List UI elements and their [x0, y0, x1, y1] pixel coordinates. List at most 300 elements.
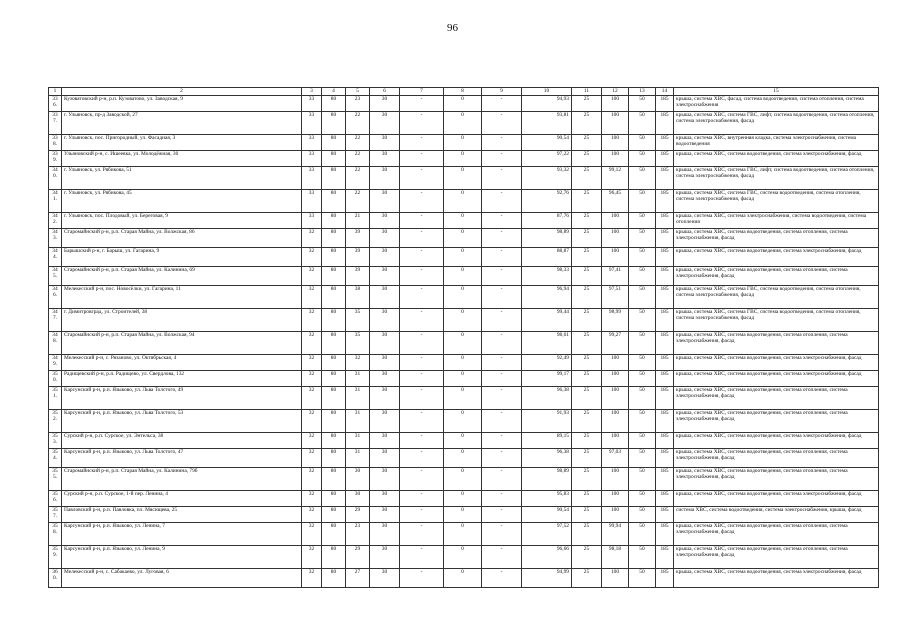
value-cell: 25 — [572, 248, 602, 267]
value-cell: - — [482, 468, 522, 491]
value-cell: 0 — [444, 546, 482, 569]
row-number: 342. — [49, 213, 62, 229]
value-cell: 98,61 — [522, 332, 572, 355]
value-cell: 98,99 — [602, 309, 629, 332]
value-cell: - — [482, 213, 522, 229]
value-cell: 39 — [346, 267, 370, 286]
table-row — [49, 491, 879, 507]
housing-registry-table — [48, 87, 879, 588]
value-cell: 80 — [322, 112, 346, 135]
row-number: 341. — [49, 190, 62, 213]
value-cell: - — [400, 491, 444, 507]
value-cell: 80 — [322, 151, 346, 167]
value-cell: 185 — [656, 213, 674, 229]
row-number: 360. — [49, 569, 62, 588]
value-cell: 0 — [444, 410, 482, 433]
address-cell: г. Ульяновск, ул. Рябикова, 45 — [62, 190, 302, 213]
value-cell: 92,49 — [522, 355, 572, 371]
address-cell: Старомайнский р-н, р.п. Старая Майна, ул. Волжская, 86 — [62, 229, 302, 248]
column-header: 10 — [522, 88, 572, 96]
works-list-cell: крыша, система ХВС, система ГВС, лифт, система водоотведения, система отопления, система электроснабжения, фасад — [674, 167, 879, 190]
works-list-cell: крыша, система ХВС, система водоотведения, система отопления, система электроснабжения, фасад — [674, 449, 879, 468]
value-cell: 50 — [629, 135, 656, 151]
value-cell: - — [400, 229, 444, 248]
value-cell: - — [400, 433, 444, 449]
value-cell: 80 — [322, 309, 346, 332]
table-row — [49, 167, 879, 190]
value-cell: 32 — [302, 468, 322, 491]
value-cell: 80 — [322, 433, 346, 449]
value-cell: 80 — [322, 332, 346, 355]
works-list-cell: крыша, система ХВС, система водоотведения, система электроснабжения, фасад — [674, 433, 879, 449]
value-cell: - — [482, 355, 522, 371]
value-cell: 29 — [346, 546, 370, 569]
table-row — [49, 523, 879, 546]
value-cell: - — [400, 267, 444, 286]
address-cell: Старомайнский р-н, р.п. Старая Майна, ул. Калинина, 79б — [62, 468, 302, 491]
value-cell: 0 — [444, 286, 482, 309]
value-cell: 32 — [302, 286, 322, 309]
value-cell: 100 — [602, 151, 629, 167]
value-cell: 25 — [572, 371, 602, 387]
table-row — [49, 569, 879, 588]
value-cell: 80 — [322, 286, 346, 309]
value-cell: 185 — [656, 167, 674, 190]
address-cell: Кузоватовский р-н, р.п. Кузоватово, ул. Заводская, 9 — [62, 96, 302, 112]
row-number: 345. — [49, 267, 62, 286]
address-cell: Мелекесский р-н, с. Сабакаево, ул. Луговая, 6 — [62, 569, 302, 588]
column-header: 12 — [602, 88, 629, 96]
row-number: 349. — [49, 355, 62, 371]
works-list-cell: крыша, система ХВС, система водоотведения, система отопления, система электроснабжения, фасад — [674, 523, 879, 546]
value-cell: 96,38 — [522, 449, 572, 468]
value-cell: 30 — [370, 190, 400, 213]
value-cell: 0 — [444, 309, 482, 332]
row-number: 354. — [49, 449, 62, 468]
value-cell: - — [400, 96, 444, 112]
value-cell: 30 — [370, 286, 400, 309]
value-cell: 50 — [629, 286, 656, 309]
value-cell: 97,51 — [602, 286, 629, 309]
value-cell: 0 — [444, 449, 482, 468]
works-list-cell: крыша, система ХВС, система водоотведения, система отопления, система электроснабжения, фасад — [674, 387, 879, 410]
value-cell: 21 — [346, 213, 370, 229]
value-cell: 30 — [370, 371, 400, 387]
address-cell: Барышский р-н, г. Барыш, ул. Гагарина, 9 — [62, 248, 302, 267]
value-cell: 23 — [346, 96, 370, 112]
table-row — [49, 309, 879, 332]
value-cell: 100 — [602, 96, 629, 112]
column-header: 4 — [322, 88, 346, 96]
value-cell: - — [482, 309, 522, 332]
value-cell: 185 — [656, 387, 674, 410]
works-list-cell: крыша, система ХВС, система ГВС, лифт, система водоотведения, система отопления, система электроснабжения, фасад — [674, 112, 879, 135]
value-cell: 185 — [656, 507, 674, 523]
value-cell: - — [482, 167, 522, 190]
value-cell: 50 — [629, 248, 656, 267]
value-cell: 185 — [656, 491, 674, 507]
value-cell: 100 — [602, 569, 629, 588]
value-cell: 32 — [302, 449, 322, 468]
value-cell: 33 — [302, 151, 322, 167]
value-cell: 50 — [629, 433, 656, 449]
value-cell: 30 — [370, 523, 400, 546]
value-cell: 185 — [656, 135, 674, 151]
value-cell: 80 — [322, 213, 346, 229]
value-cell: - — [400, 151, 444, 167]
value-cell: 0 — [444, 468, 482, 491]
value-cell: 27 — [346, 569, 370, 588]
value-cell: 32 — [302, 507, 322, 523]
works-list-cell: крыша, система ХВС, система водоотведения, система электроснабжения, фасад — [674, 355, 879, 371]
value-cell: - — [482, 449, 522, 468]
value-cell: 185 — [656, 569, 674, 588]
value-cell: 30 — [370, 112, 400, 135]
works-list-cell: крыша, система ХВС, система ГВС, система водоотведения, система отопления, система электроснабжения, фасад — [674, 286, 879, 309]
value-cell: - — [482, 248, 522, 267]
value-cell: 50 — [629, 167, 656, 190]
row-number: 352. — [49, 410, 62, 433]
value-cell: 25 — [572, 507, 602, 523]
value-cell: 80 — [322, 546, 346, 569]
value-cell: - — [400, 410, 444, 433]
value-cell: 100 — [602, 355, 629, 371]
value-cell: - — [482, 332, 522, 355]
works-list-cell: крыша, система ХВС, система водоотведения, система электроснабжения, фасад — [674, 491, 879, 507]
value-cell: 22 — [346, 190, 370, 213]
value-cell: 80 — [322, 491, 346, 507]
value-cell: 22 — [346, 112, 370, 135]
value-cell: 32 — [302, 309, 322, 332]
value-cell: 0 — [444, 167, 482, 190]
value-cell: 100 — [602, 433, 629, 449]
table-row — [49, 286, 879, 309]
value-cell: 25 — [572, 167, 602, 190]
row-number: 356. — [49, 491, 62, 507]
value-cell: 33 — [302, 213, 322, 229]
value-cell: 80 — [322, 523, 346, 546]
value-cell: 50 — [629, 387, 656, 410]
value-cell: 25 — [572, 410, 602, 433]
value-cell: 50 — [629, 267, 656, 286]
value-cell: 98,18 — [602, 546, 629, 569]
value-cell: - — [400, 190, 444, 213]
value-cell: 185 — [656, 523, 674, 546]
value-cell: 0 — [444, 190, 482, 213]
row-number: 338. — [49, 135, 62, 151]
address-cell: Карсунский р-н, р.п. Языково, ул. Ленина, 7 — [62, 523, 302, 546]
value-cell: 80 — [322, 135, 346, 151]
works-list-cell: крыша, система ХВС, система водоотведения, система отопления, система электроснабжения, фасад — [674, 468, 879, 491]
value-cell: 99,44 — [522, 309, 572, 332]
table-row — [49, 112, 879, 135]
value-cell: 25 — [572, 135, 602, 151]
value-cell: 30 — [370, 507, 400, 523]
value-cell: - — [400, 449, 444, 468]
value-cell: 100 — [602, 229, 629, 248]
value-cell: 30 — [370, 248, 400, 267]
value-cell: 100 — [602, 387, 629, 410]
value-cell: 87,76 — [522, 213, 572, 229]
address-cell: Карсунский р-н, р.п. Языково, ул. Льва Толстого, 49 — [62, 387, 302, 410]
value-cell: 80 — [322, 507, 346, 523]
value-cell: 32 — [302, 332, 322, 355]
value-cell: 0 — [444, 355, 482, 371]
value-cell: 80 — [322, 569, 346, 588]
value-cell: 100 — [602, 491, 629, 507]
value-cell: 100 — [602, 135, 629, 151]
table-row — [49, 213, 879, 229]
value-cell: 25 — [572, 151, 602, 167]
value-cell: 30 — [370, 491, 400, 507]
value-cell: 35 — [346, 309, 370, 332]
value-cell: 32 — [302, 410, 322, 433]
value-cell: 185 — [656, 248, 674, 267]
value-cell: 50 — [629, 112, 656, 135]
value-cell: 50 — [629, 546, 656, 569]
value-cell: - — [400, 167, 444, 190]
value-cell: 50 — [629, 468, 656, 491]
row-number: 348. — [49, 332, 62, 355]
value-cell: 25 — [572, 213, 602, 229]
value-cell: 185 — [656, 286, 674, 309]
value-cell: - — [400, 309, 444, 332]
value-cell: 0 — [444, 491, 482, 507]
row-number: 358. — [49, 523, 62, 546]
table-row — [49, 190, 879, 213]
value-cell: 50 — [629, 190, 656, 213]
value-cell: 0 — [444, 387, 482, 410]
value-cell: 185 — [656, 190, 674, 213]
value-cell: 30 — [370, 213, 400, 229]
value-cell: 32 — [346, 355, 370, 371]
address-cell: Радищевский р-н, р.п. Радищево, ул. Свердлова, 132 — [62, 371, 302, 387]
value-cell: - — [482, 491, 522, 507]
value-cell: 91,93 — [522, 410, 572, 433]
value-cell: 80 — [322, 371, 346, 387]
value-cell: 0 — [444, 213, 482, 229]
works-list-cell: крыша, система ХВС, фасад, система водоотведения, система отопления, система электроснабжения — [674, 96, 879, 112]
value-cell: 30 — [370, 267, 400, 286]
value-cell: 33 — [302, 190, 322, 213]
column-header: 9 — [482, 88, 522, 96]
value-cell: - — [400, 507, 444, 523]
value-cell: 25 — [572, 449, 602, 468]
value-cell: 100 — [602, 112, 629, 135]
value-cell: - — [482, 546, 522, 569]
value-cell: 50 — [629, 569, 656, 588]
value-cell: 30 — [370, 229, 400, 248]
value-cell: 98,89 — [522, 468, 572, 491]
works-list-cell: крыша, система ХВС, система водоотведения, система электроснабжения, фасад — [674, 248, 879, 267]
value-cell: 39 — [346, 229, 370, 248]
value-cell: 100 — [602, 248, 629, 267]
value-cell: 25 — [572, 387, 602, 410]
table-row — [49, 433, 879, 449]
value-cell: 30 — [370, 96, 400, 112]
works-list-cell: крыша, система ХВС, система ГВС, система водоотведения, система отопления, система электроснабжения, фасад — [674, 190, 879, 213]
value-cell: 32 — [302, 229, 322, 248]
value-cell: 50 — [629, 229, 656, 248]
value-cell: 25 — [572, 546, 602, 569]
table-row — [49, 546, 879, 569]
table-row — [49, 96, 879, 112]
value-cell: 90,54 — [522, 507, 572, 523]
row-number: 357. — [49, 507, 62, 523]
works-list-cell: крыша, система ХВС, система ГВС, система водоотведения, система отопления, система электроснабжения, фасад — [674, 309, 879, 332]
address-cell: г. Ульяновск, пр-д Заводской, 27 — [62, 112, 302, 135]
value-cell: 50 — [629, 491, 656, 507]
value-cell: 32 — [302, 371, 322, 387]
value-cell: 0 — [444, 151, 482, 167]
value-cell: - — [400, 546, 444, 569]
value-cell: 80 — [322, 267, 346, 286]
value-cell: - — [482, 523, 522, 546]
value-cell: 80 — [322, 229, 346, 248]
value-cell: 80 — [322, 190, 346, 213]
value-cell: 30 — [370, 410, 400, 433]
value-cell: 98,33 — [522, 267, 572, 286]
value-cell: 185 — [656, 355, 674, 371]
value-cell: 25 — [572, 433, 602, 449]
value-cell: 35 — [346, 332, 370, 355]
value-cell: 99,12 — [602, 167, 629, 190]
value-cell: 39 — [346, 248, 370, 267]
row-number: 347. — [49, 309, 62, 332]
table-row — [49, 267, 879, 286]
value-cell: 30 — [370, 546, 400, 569]
value-cell: 31 — [346, 371, 370, 387]
value-cell: 22 — [346, 167, 370, 190]
row-number: 337. — [49, 112, 62, 135]
value-cell: 90,54 — [522, 135, 572, 151]
value-cell: - — [400, 523, 444, 546]
row-number: 353. — [49, 433, 62, 449]
value-cell: 80 — [322, 96, 346, 112]
value-cell: 185 — [656, 96, 674, 112]
column-header: 8 — [444, 88, 482, 96]
value-cell: 185 — [656, 546, 674, 569]
value-cell: 30 — [370, 167, 400, 190]
value-cell: 30 — [370, 433, 400, 449]
table-row — [49, 248, 879, 267]
value-cell: 0 — [444, 229, 482, 248]
table-row — [49, 135, 879, 151]
value-cell: 89,15 — [522, 433, 572, 449]
value-cell: - — [400, 135, 444, 151]
value-cell: 33 — [302, 96, 322, 112]
value-cell: 30 — [370, 309, 400, 332]
table-row — [49, 410, 879, 433]
value-cell: 30 — [370, 151, 400, 167]
row-number: 350. — [49, 371, 62, 387]
column-header: 6 — [370, 88, 400, 96]
works-list-cell: крыша, система ХВС, система водоотведения, система отопления, система электроснабжения, фасад — [674, 267, 879, 286]
value-cell: 30 — [370, 332, 400, 355]
row-number: 336. — [49, 96, 62, 112]
row-number: 344. — [49, 248, 62, 267]
value-cell: 25 — [572, 190, 602, 213]
value-cell: 50 — [629, 96, 656, 112]
table-row — [49, 355, 879, 371]
table-row — [49, 151, 879, 167]
value-cell: 185 — [656, 433, 674, 449]
value-cell: - — [482, 371, 522, 387]
works-list-cell: крыша, система ХВС, система водоотведения, система отопления, система электроснабжения, фасад — [674, 229, 879, 248]
value-cell: 30 — [370, 468, 400, 491]
value-cell: - — [482, 135, 522, 151]
value-cell: 25 — [572, 332, 602, 355]
page-number: 96 — [447, 22, 458, 34]
value-cell: - — [482, 229, 522, 248]
value-cell: 80 — [322, 387, 346, 410]
value-cell: 32 — [302, 387, 322, 410]
row-number: 343. — [49, 229, 62, 248]
value-cell: - — [482, 267, 522, 286]
value-cell: 25 — [572, 523, 602, 546]
address-cell: Мелекесский р-н, пос. Новосёлки, ул. Гагарина, 11 — [62, 286, 302, 309]
value-cell: 25 — [572, 491, 602, 507]
value-cell: - — [482, 96, 522, 112]
column-header: 1 — [49, 88, 62, 96]
value-cell: 185 — [656, 449, 674, 468]
works-list-cell: крыша, система ХВС, система водоотведения, система электроснабжения, фасад — [674, 151, 879, 167]
row-number: 346. — [49, 286, 62, 309]
row-number: 355. — [49, 468, 62, 491]
value-cell: - — [482, 112, 522, 135]
value-cell: 25 — [572, 569, 602, 588]
value-cell: 94,93 — [522, 96, 572, 112]
row-number: 339. — [49, 151, 62, 167]
value-cell: 97,52 — [522, 523, 572, 546]
value-cell: 185 — [656, 267, 674, 286]
column-header: 15 — [674, 88, 879, 96]
value-cell: 80 — [322, 167, 346, 190]
value-cell: 50 — [629, 523, 656, 546]
value-cell: 33 — [302, 112, 322, 135]
value-cell: 50 — [629, 410, 656, 433]
value-cell: 50 — [629, 213, 656, 229]
value-cell: 185 — [656, 468, 674, 491]
address-cell: Сурский р-н, р.п. Сурское, ул. Энтельса, 38 — [62, 433, 302, 449]
value-cell: 0 — [444, 371, 482, 387]
value-cell: 99,94 — [602, 523, 629, 546]
row-number: 351. — [49, 387, 62, 410]
value-cell: 94,99 — [522, 569, 572, 588]
value-cell: 0 — [444, 569, 482, 588]
address-cell: Карсунский р-н, р.п. Языково, ул. Льва Толстого, 53 — [62, 410, 302, 433]
column-header: 5 — [346, 88, 370, 96]
value-cell: 25 — [572, 309, 602, 332]
address-cell: г. Ульяновск, пос. Плодовый, ул. Береговая, 9 — [62, 213, 302, 229]
value-cell: 50 — [629, 151, 656, 167]
address-cell: Карсунский р-н, р.п. Языково, ул. Льва Толстого, 47 — [62, 449, 302, 468]
value-cell: - — [482, 410, 522, 433]
value-cell: 100 — [602, 507, 629, 523]
column-header: 2 — [62, 88, 302, 96]
value-cell: 32 — [302, 491, 322, 507]
value-cell: 0 — [444, 433, 482, 449]
value-cell: - — [482, 569, 522, 588]
value-cell: 32 — [302, 355, 322, 371]
value-cell: 100 — [602, 213, 629, 229]
value-cell: - — [482, 190, 522, 213]
address-cell: Ульяновский р-н, с. Ишеевка, ул. Молодёжная, 30 — [62, 151, 302, 167]
value-cell: - — [400, 355, 444, 371]
value-cell: 99,17 — [522, 371, 572, 387]
value-cell: 95,83 — [522, 491, 572, 507]
address-cell: г. Ульяновск, ул. Рябикова, 51 — [62, 167, 302, 190]
